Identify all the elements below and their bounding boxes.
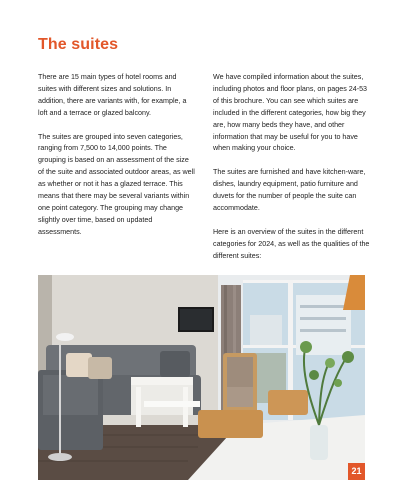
paragraph: The suites are furnished and have kitchen-ware, dishes, laundry equipment, patio furniture and duvets for the number of people the suite can accommodate. [213, 168, 366, 212]
paragraph: Here is an overview of the suites in the different categories for 2024, as well as the qualities of the different suites: [213, 227, 370, 260]
page-number-badge: 21 [348, 463, 365, 480]
right-text-column [213, 72, 371, 274]
paragraph: We have compiled information about the suites, including photos and floor plans, on pages 24-53 of this brochure. You can see which suites are included in the different categories, how big they are, how many beds they have, and other information that may be useful for you to have when making your choice. [213, 73, 368, 153]
left-text-column [38, 72, 196, 251]
paragraph: There are 15 main types of hotel rooms and suites with different sizes and solutions. In addition, there are variants with, for example, a loft and a terrace or glazed balcony. [38, 73, 187, 117]
paragraph: The suites are grouped into seven categories, ranging from 7,500 to 14,000 points. The grouping is based on an assessment of the size of the suite and associated outdoor areas, as well as whether or not it has a glazed terrace. This means that there may be several variants within one point category. The grouping may change slightly over time, based on updated assessments. [38, 132, 195, 236]
page-title: The suites [38, 36, 119, 53]
suite-living-room-photo [38, 275, 365, 480]
